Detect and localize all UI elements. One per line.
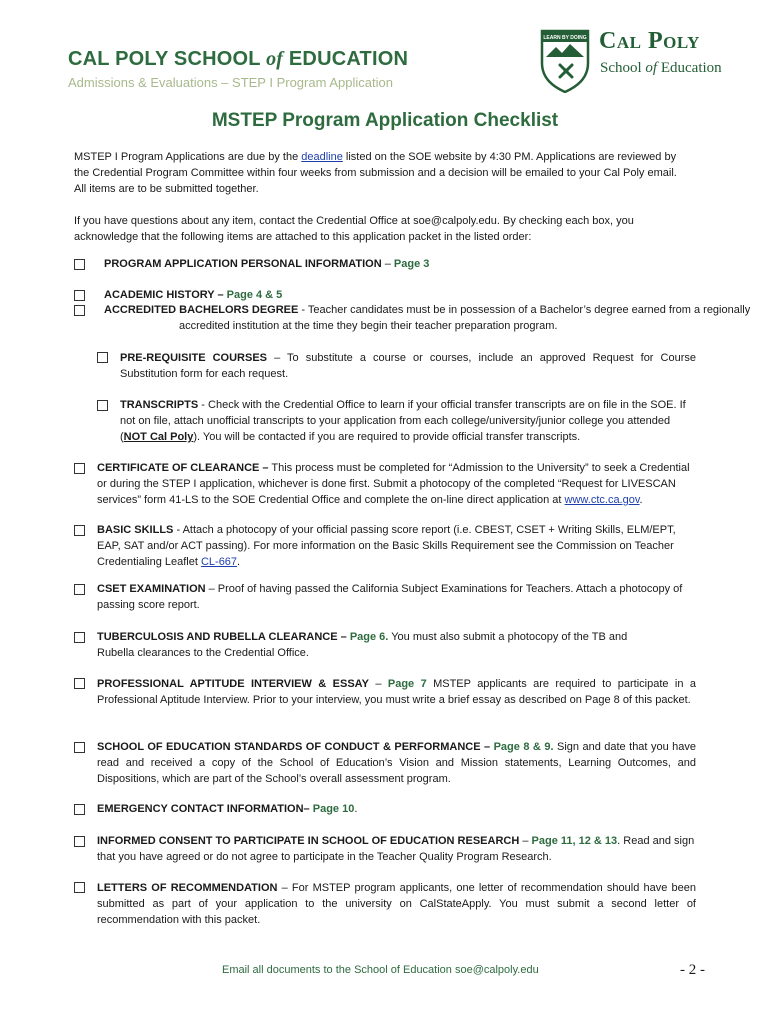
checkbox-prerequisite-courses[interactable] (97, 352, 108, 363)
intro-paragraph-questions: If you have questions about any item, contact the Credential Office at soe@calpoly.edu. By checking each box, you acknowledge that the following items are attached to this application packet in the listed order: (74, 215, 634, 243)
checkbox-tb-rubella[interactable] (74, 632, 85, 643)
page-number: - 2 - (680, 962, 705, 978)
header-title-pre: CAL POLY SCHOOL (68, 48, 267, 70)
checkbox-academic-history[interactable] (74, 290, 85, 301)
checkbox-cset-examination[interactable] (74, 584, 85, 595)
cl-667-link[interactable]: CL-667 (200, 556, 238, 568)
footer-email-note: Email all documents to the School of Education soe@calpoly.edu (222, 964, 539, 976)
ctc-website-link[interactable]: www.ctc.ca.gov (564, 494, 640, 506)
item-basic-skills: BASIC SKILLS - Attach a photocopy of your official passing score report (i.e. CBEST, CSET + Writing Skills, ELM/EPT, EAP, SAT and/or ACT passing). For more information on the Basic Skills Requirement see the Commission on Teacher Credentialing Leaflet CL-667. (97, 524, 676, 568)
item-informed-consent: INFORMED CONSENT TO PARTICIPATE IN SCHOOL OF EDUCATION RESEARCH – Page 11, 12 & 13. Read and sign that you have agreed or do not agree to participate in the Teacher Quality Program Research. (97, 835, 695, 863)
logo-wordmark: Cal Poly (599, 28, 700, 54)
seal-text: LEARN BY DOING (543, 35, 587, 41)
item-personal-info: PROGRAM APPLICATION PERSONAL INFORMATION – Page 3 (104, 258, 430, 270)
checkbox-certificate-of-clearance[interactable] (74, 463, 85, 474)
item-aptitude-interview: PROFESSIONAL APTITUDE INTERVIEW & ESSAY – Page 7 MSTEP applicants are required to participate in a Professional Aptitude Interview. Prior to your interview, you must write a brief essay as described on Page 8 of this packet. (97, 678, 696, 706)
item-letters-of-recommendation: LETTERS OF RECOMMENDATION – For MSTEP program applicants, one letter of recommendation should have been submitted as part of your application to the university on CalStateApply. You must submit a second letter of recommendation with this packet. (97, 882, 697, 926)
item-emergency-contact: EMERGENCY CONTACT INFORMATION– Page 10. (97, 803, 358, 815)
item-cset-examination: CSET EXAMINATION – Proof of having passed the California Subject Examinations for Teachers. Attach a photocopy of passing score report. (97, 583, 683, 611)
item-transcripts: TRANSCRIPTS - Check with the Credential Office to learn if your official transfer transcripts are on file in the SOE. If not on file, attach unofficial transcripts to your application from each college/university/junior college you attended (NOT Cal Poly). You will be contacted if you are required to provide official transfer transcripts. (120, 399, 686, 443)
deadline-link[interactable]: deadline (301, 151, 343, 163)
checkbox-letters-of-recommendation[interactable] (74, 882, 85, 893)
intro-paragraph-deadline: MSTEP I Program Applications are due by the deadline listed on the SOE website by 4:30 PM. Applications are reviewed by the Credential Program Committee within four weeks from submission and a decision will be emailed to your Cal Poly email. All items are to be submitted together. (74, 151, 677, 195)
checkbox-bachelors-degree[interactable] (74, 305, 85, 316)
cal-poly-shield-logo (540, 29, 590, 93)
header-title-of: of (266, 48, 284, 70)
checkbox-informed-consent[interactable] (74, 836, 85, 847)
checkbox-basic-skills[interactable] (74, 525, 85, 536)
checkbox-personal-info[interactable] (74, 259, 85, 270)
checkbox-transcripts[interactable] (97, 400, 108, 411)
document-title: MSTEP Program Application Checklist (211, 110, 559, 131)
logo-school-name: School of Education (600, 60, 722, 76)
item-academic-history: ACADEMIC HISTORY – Page 4 & 5 (104, 289, 283, 301)
header-title (68, 48, 408, 71)
item-certificate-of-clearance: CERTIFICATE OF CLEARANCE – This process must be completed for “Admission to the University” to seek a Credential or during the STEP I application, whichever is done first. Submit a photocopy of the completed “Request for LIVESCAN services” form 41-LS to the SOE Credential Office and complete the on-line direct application at www.ctc.ca.gov. (97, 462, 690, 506)
item-prerequisite-courses: PRE-REQUISITE COURSES – To substitute a course or courses, include an approved Request for Course Substitution form for each request. (120, 352, 696, 380)
checkbox-standards-of-conduct[interactable] (74, 742, 85, 753)
checkbox-aptitude-interview[interactable] (74, 678, 85, 689)
item-tb-rubella: TUBERCULOSIS AND RUBELLA CLEARANCE – Page 6. You must also submit a photocopy of the TB and Rubella clearances to the Credential Office. (97, 631, 628, 659)
header-title-post: EDUCATION (283, 48, 409, 70)
checkbox-emergency-contact[interactable] (74, 804, 85, 815)
header-subtitle: Admissions & Evaluations – STEP I Program Application (68, 75, 393, 90)
item-standards-of-conduct: SCHOOL OF EDUCATION STANDARDS OF CONDUCT & PERFORMANCE – Page 8 & 9. Sign and date that you have read and received a copy of the School of Education’s Vision and Mission statements, Learning Outcomes, and Dispositions, which are part of the School’s overall assessment program. (97, 741, 696, 785)
item-bachelors-degree: ACCREDITED BACHELORS DEGREE - Teacher candidates must be in possession of a Bachelor’s degree earned from a regionally accredited institution at the time they begin their teacher preparation program. (104, 304, 751, 332)
